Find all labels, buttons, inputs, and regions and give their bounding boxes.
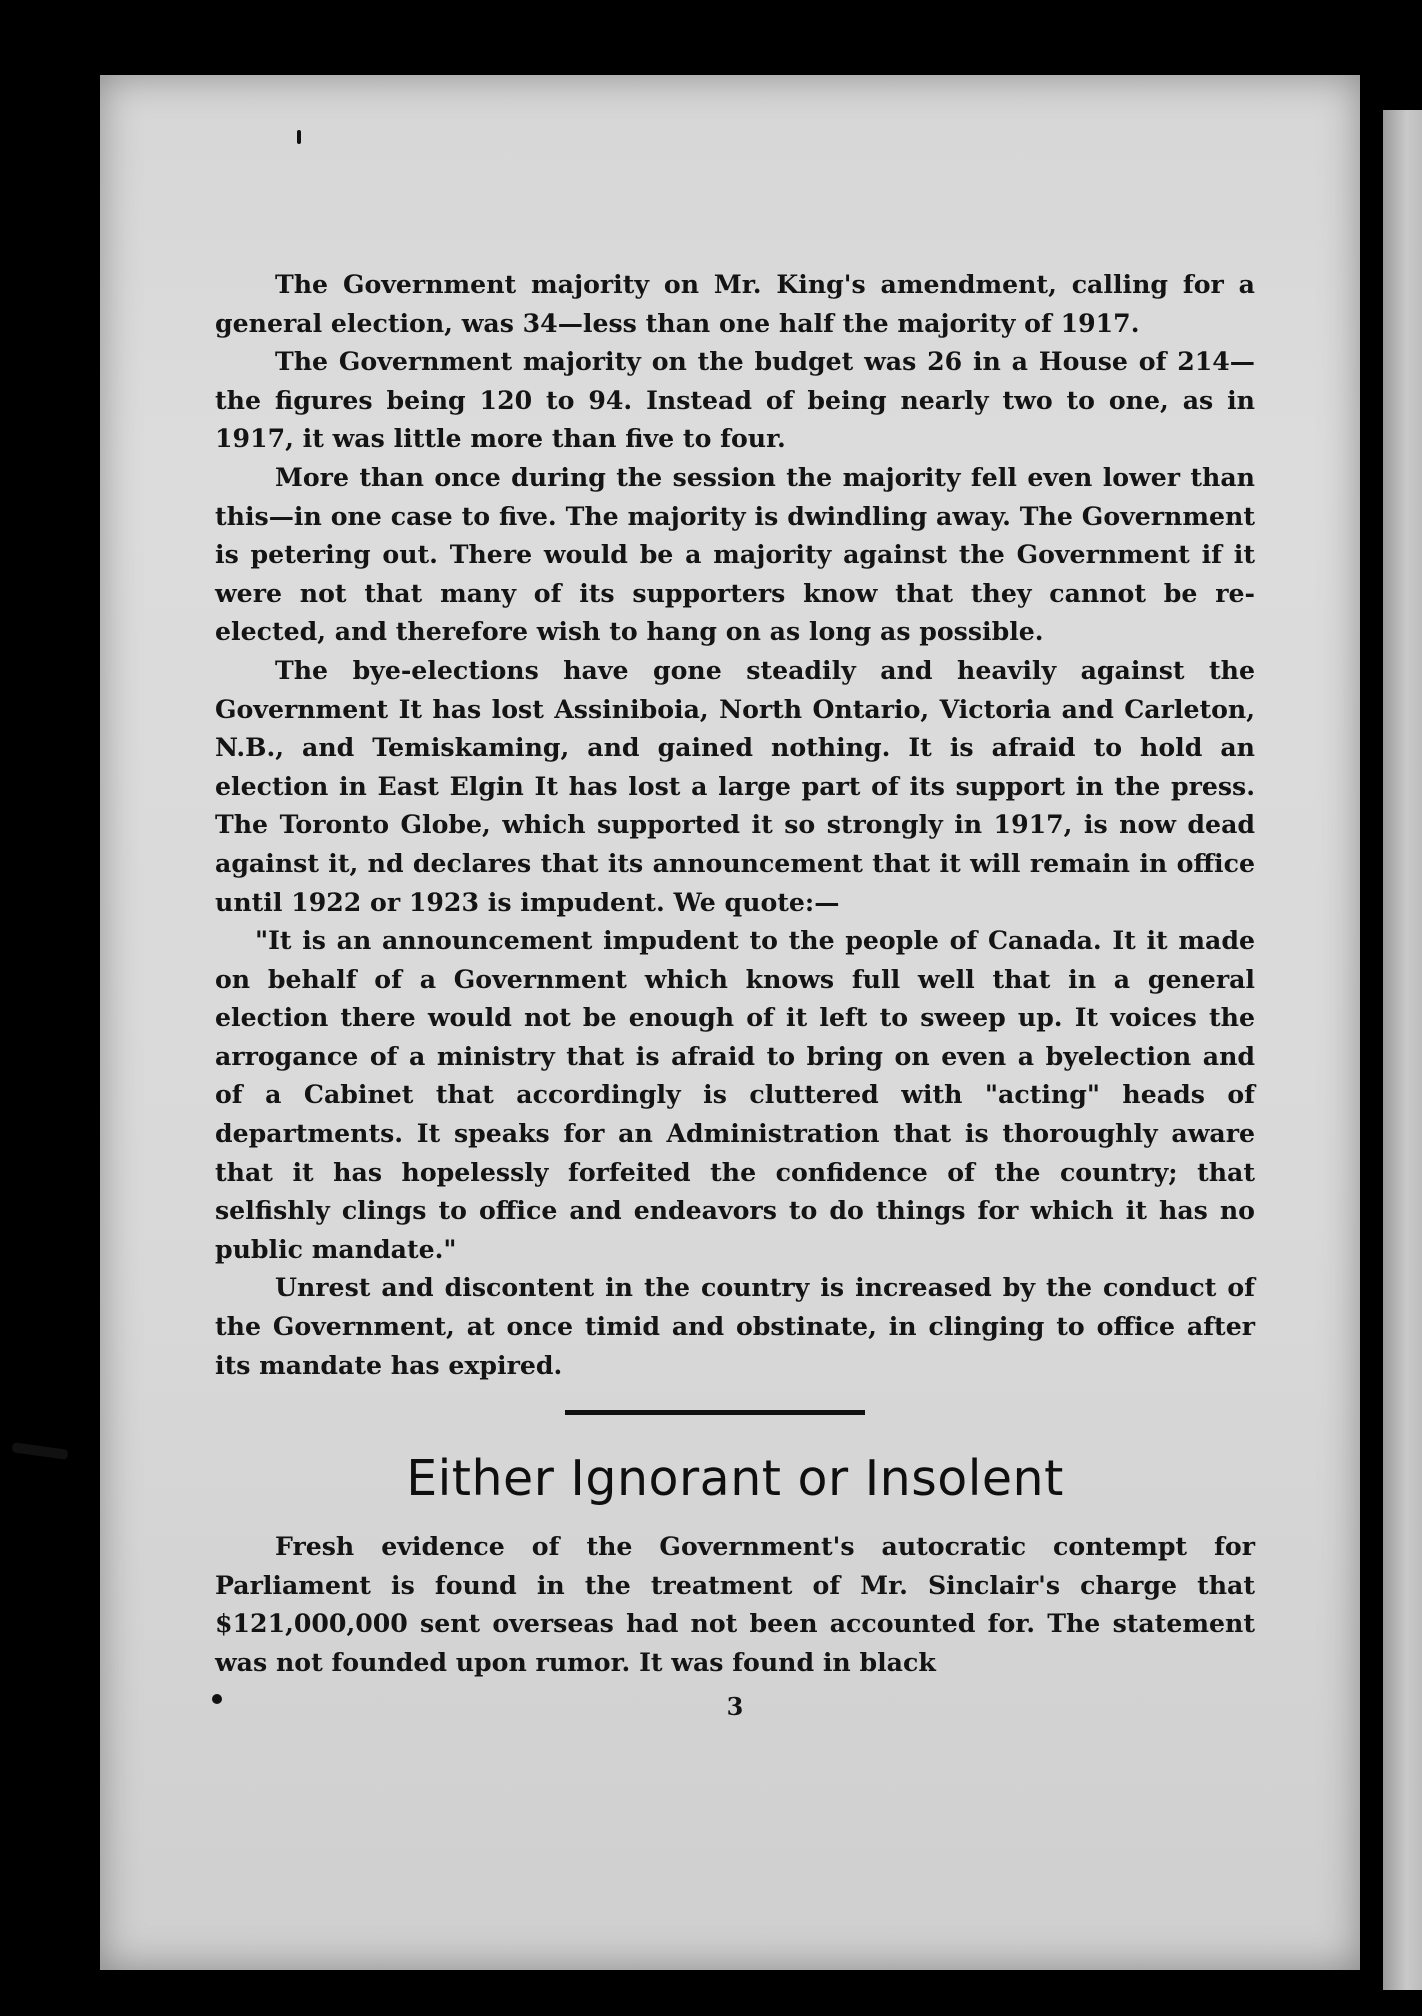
adjacent-page-edge (1383, 110, 1422, 1990)
page-number: 3 (726, 1691, 744, 1721)
section-divider (565, 1410, 865, 1415)
quote-text: "It is an announcement impudent to the people of Canada. It it made on behalf of a Government which knows full well that in a general election there would not be enough of it left to sweep up. It voices the arrogance of a ministry that is afraid to bring on even a byelection and of a Cabinet that accordingly is cluttered with "acting" heads of departments. It speaks for an Administration that is thoroughly aware that it has hopelessly forfeited the confidence of the country; that selfishly clings to office and endeavors to do things for which it has no public mandate." (215, 925, 1255, 1264)
document-body (215, 265, 1255, 1726)
section-heading: Either Ignorant or Insolent (406, 1450, 1064, 1508)
scan-speck (297, 130, 301, 144)
scan-speck (12, 1442, 69, 1460)
paragraph: The bye-elections have gone steadily and heavily against the Government It has lost Assiniboia, North Ontario, Victoria and Carleton, N.B., and Temiskaming, and gained nothing. It is afraid to hold an election in East Elgin It has lost a large part of its support in the press. The Toronto Globe, which supported it so strongly in 1917, is now dead against it, nd declares that its announcement that it will remain in office until 1922 or 1923 is impudent. We quote:— (215, 654, 1255, 917)
paragraph: The Government majority on Mr. King's amendment, calling for a general election, was 34—less than one half the majority of 1917. (215, 269, 1255, 338)
paragraph: Unrest and discontent in the country is increased by the conduct of the Government, at once timid and obstinate, in clinging to office after its mandate has expired. (215, 1272, 1255, 1380)
paragraph: Fresh evidence of the Government's autocratic contempt for Parliament is found in the treatment of Mr. Sinclair's charge that $121,000,000 sent overseas had not been accounted for. The statement was not founded upon rumor. It was found in black (215, 1531, 1255, 1677)
paragraph: More than once during the session the majority fell even lower than this—in one case to five. The majority is dwindling away. The Government is petering out. There would be a majority against the Government if it were not that many of its supporters know that they cannot be re-elected, and therefore wish to hang on as long as possible. (215, 461, 1255, 647)
block-quote (215, 921, 1255, 1268)
paragraph: The Government majority on the budget was 26 in a House of 214—the figures being 120 to 94. Instead of being nearly two to one, as in 1917, it was little more than five to four. (215, 346, 1255, 454)
